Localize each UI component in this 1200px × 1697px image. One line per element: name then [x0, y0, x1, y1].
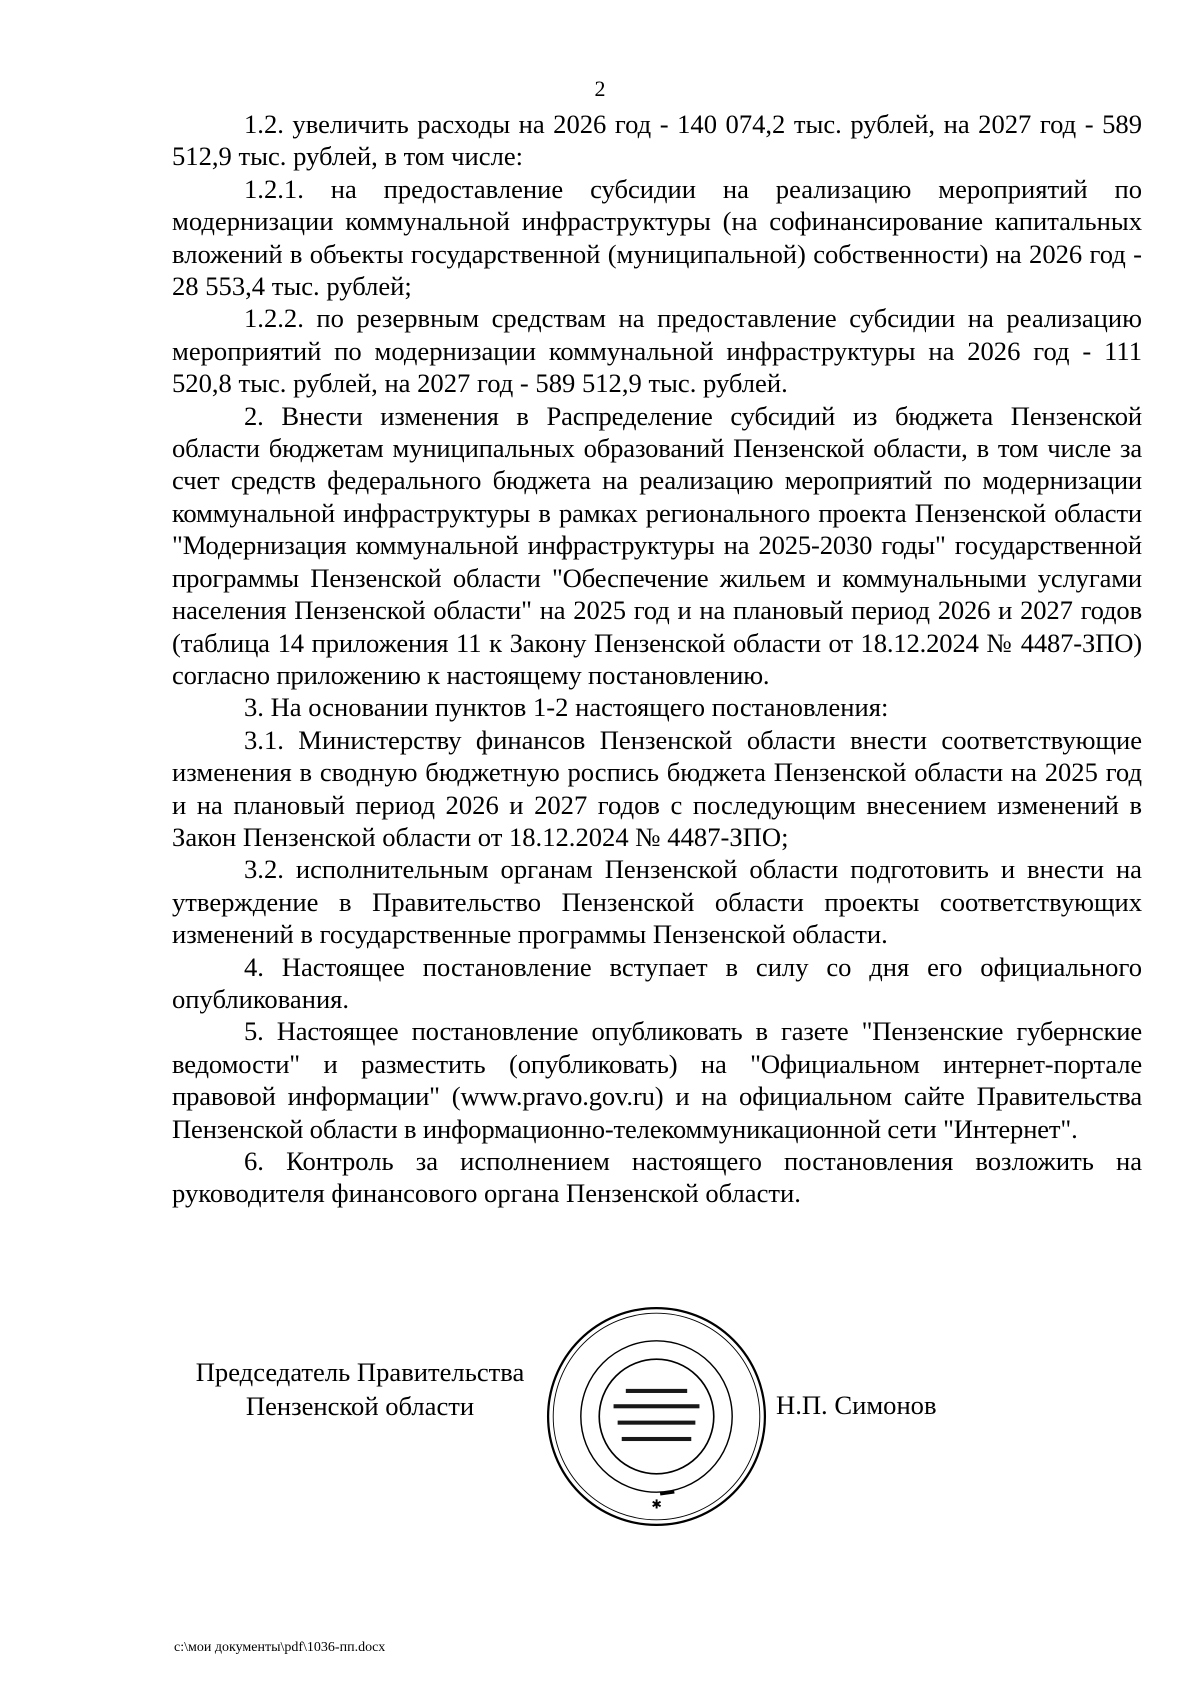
- signatory-title-line-1: Председатель Правительства: [195, 1357, 525, 1387]
- document-body: [172, 108, 1142, 1210]
- paragraph-3-1: 3.1. Министерству финансов Пензенской области внести соответствующие изменения в сводную бюджетную роспись бюджета Пензенской области на 2025 год и на плановый период 2026 и 2027 годов с последующим внесением изменений в Закон Пензенской области от 18.12.2024 № 4487-ЗПО;: [172, 724, 1142, 852]
- paragraph-1-2-1: 1.2.1. на предоставление субсидии на реализацию мероприятий по модернизации коммунальной инфраструктуры (на софинансирование капитальных вложений в объекты государственной (муниципальной) собственности) на 2026 год - 28 553,4 тыс. рублей;: [172, 173, 1142, 302]
- paragraph-3-2: 3.2. исполнительным органам Пензенской области подготовить и внести на утверждение в Правительство Пензенской области проекты соответствующих изменений в государственные программы Пензенской области.: [172, 854, 1142, 950]
- official-seal: [544, 1304, 769, 1529]
- file-path-footer: c:\мои документы\pdf\1036-пп.docx: [174, 1640, 386, 1655]
- paragraph-5: 5. Настоящее постановление опубликовать в газете "Пензенские губернские ведомости" и разместить (опубликовать) на "Официальном интернет-портале правовой информации" (www.pravo.gov.ru) и на официальном сайте Правительства Пензенской области в информационно-телекоммуникационной сети "Интернет".: [172, 1016, 1142, 1144]
- paragraph-3: 3. На основании пунктов 1-2 настоящего постановления:: [244, 692, 889, 723]
- paragraph-1-2: 1.2. увеличить расходы на 2026 год - 140 074,2 тыс. рублей, на 2027 год - 589 512,9 тыс. рублей, в том числе:: [172, 109, 1142, 172]
- signatory-name: Н.П. Симонов: [776, 1390, 937, 1420]
- paragraph-4: 4. Настоящее постановление вступает в силу со дня его официального опубликования.: [172, 951, 1142, 1014]
- paragraph-6: 6. Контроль за исполнением настоящего постановления возложить на руководителя финансового органа Пензенской области.: [172, 1146, 1142, 1209]
- paragraph-2: 2. Внести изменения в Распределение субсидий из бюджета Пензенской области бюджетам муниципальных образований Пензенской области, в том числе за счет средств федерального бюджета на реализацию мероприятий по модернизации коммунальной инфраструктуры в рамках регионального проекта Пензенской области "Модернизация коммунальной инфраструктуры на 2025-2030 годы" государственной программы Пензенской области "Обеспечение жильем и коммунальными услугами населения Пензенской области" на 2025 год и на плановый период 2026 и 2027 годов (таблица 14 приложения 11 к Закону Пензенской области от 18.12.2024 № 4487-ЗПО) согласно приложению к настоящему постановлению.: [172, 400, 1142, 690]
- signature-block: [0, 1355, 1200, 1615]
- svg-text:✱: ✱: [651, 1497, 662, 1512]
- paragraph-1-2-2: 1.2.2. по резервным средствам на предоставление субсидии на реализацию мероприятий по модернизации коммунальной инфраструктуры на 2026 год - 111 520,8 тыс. рублей, на 2027 год - 589 512,9 тыс. рублей.: [172, 303, 1142, 399]
- page-number: 2: [594, 76, 606, 101]
- signatory-title: [160, 1355, 560, 1423]
- signatory-title-line-2: Пензенской области: [245, 1391, 475, 1421]
